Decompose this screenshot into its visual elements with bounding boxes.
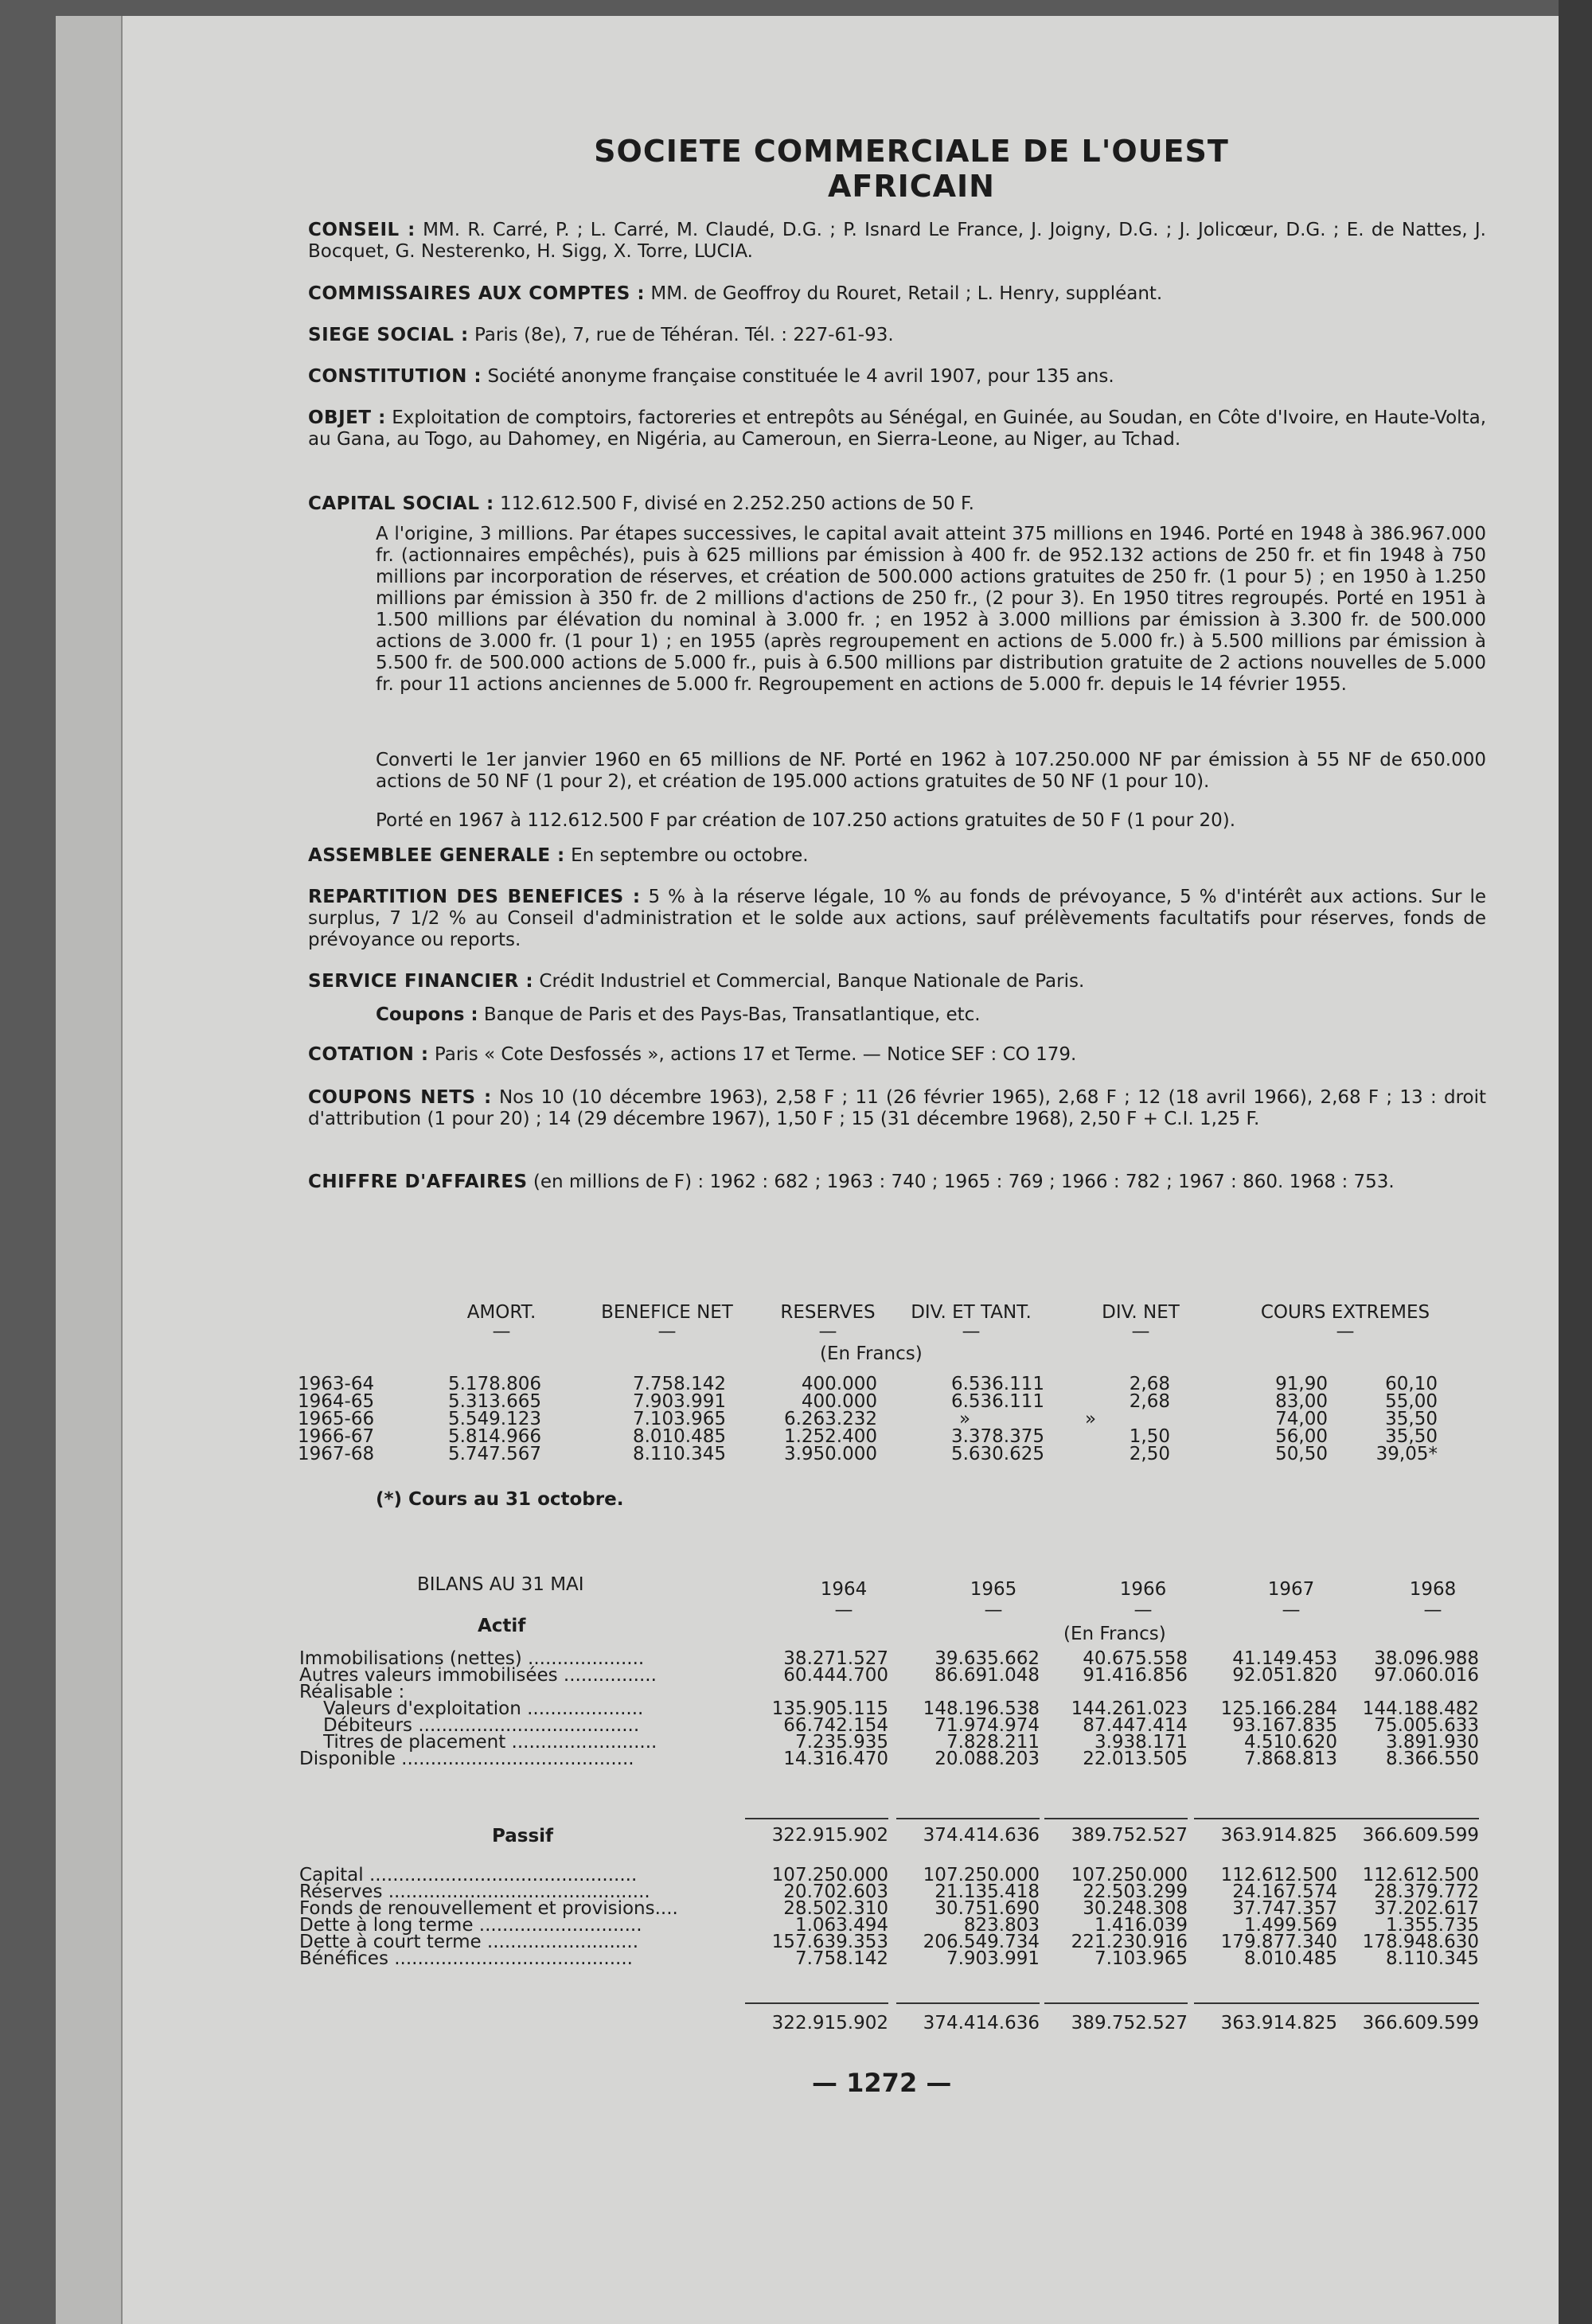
results-cell: 35,50: [1385, 1409, 1438, 1429]
actif-row-label: Autres valeurs immobilisées ................: [299, 1666, 657, 1685]
repartition-label: REPARTITION DES BENEFICES :: [308, 887, 641, 907]
actif-cell: 38.096.988: [1374, 1648, 1479, 1669]
passif-cell: 20.702.603: [783, 1881, 888, 1902]
results-cell: 3.378.375: [950, 1426, 1044, 1447]
results-cell: 8.110.345: [632, 1444, 726, 1464]
actif-cell: 144.261.023: [1071, 1698, 1188, 1719]
results-cell: 55,00: [1385, 1391, 1438, 1412]
objet-label: OBJET :: [308, 407, 386, 428]
results-col-underline: —: [1336, 1321, 1355, 1342]
passif-total-cell: 374.414.636: [923, 2013, 1040, 2034]
results-cell: 400.000: [801, 1391, 877, 1412]
passif-total-cell: 322.915.902: [771, 2013, 888, 2034]
results-cell: 50,50: [1275, 1444, 1328, 1464]
cotation-label: COTATION :: [308, 1044, 429, 1065]
passif-cell: 8.010.485: [1243, 1948, 1337, 1969]
results-cell: 6.536.111: [950, 1374, 1044, 1394]
actif-total-cell: 363.914.825: [1220, 1825, 1337, 1846]
actif-total-cell: 374.414.636: [923, 1825, 1040, 1846]
actif-total-rule: [1194, 1818, 1337, 1819]
actif-cell: 60.444.700: [783, 1665, 888, 1686]
passif-cell: 30.248.308: [1083, 1898, 1188, 1919]
passif-cell: 30.751.690: [935, 1898, 1040, 1919]
conseil-label: CONSEIL :: [308, 220, 416, 240]
facing-page-edge: [1559, 0, 1592, 2324]
passif-total-rule: [1194, 2002, 1337, 2004]
actif-cell: 7.828.211: [946, 1732, 1040, 1753]
actif-row-label: Titres de placement .........................: [323, 1733, 657, 1752]
actif-cell: 75.005.633: [1374, 1715, 1479, 1736]
results-col-underline: —: [962, 1321, 981, 1342]
commissaires-label: COMMISSAIRES AUX COMPTES :: [308, 283, 646, 304]
actif-cell: 22.013.505: [1083, 1749, 1188, 1769]
results-cell: 5.814.966: [447, 1426, 541, 1447]
capital-text: 112.612.500 F, divisé en 2.252.250 actions de 50 F.: [500, 493, 974, 514]
passif-total-rule: [745, 2002, 888, 2004]
passif-cell: 7.103.965: [1094, 1948, 1188, 1969]
passif-heading: Passif: [492, 1826, 554, 1846]
passif-cell: 1.355.735: [1385, 1915, 1479, 1936]
results-row-year: 1967-68: [298, 1444, 375, 1464]
results-row-year: 1963-64: [298, 1374, 375, 1394]
bilans-unit: (En Francs): [1063, 1624, 1166, 1644]
bilans-year-header: 1967: [1267, 1579, 1315, 1600]
actif-row-label: Valeurs d'exploitation ....................: [323, 1699, 644, 1718]
passif-cell: 1.063.494: [794, 1915, 888, 1936]
bilans-title: BILANS AU 31 MAI: [417, 1574, 584, 1595]
results-cell: 39,05*: [1375, 1444, 1438, 1464]
page-number: — 1272 —: [812, 2068, 952, 2098]
passif-total-rule: [1044, 2002, 1188, 2004]
passif-total-cell: 363.914.825: [1220, 2013, 1337, 2034]
section-conseil: [308, 220, 1486, 263]
actif-total-rule: [1336, 1818, 1479, 1819]
passif-cell: 107.250.000: [923, 1865, 1040, 1885]
actif-cell: 92.051.820: [1232, 1665, 1337, 1686]
passif-cell: 112.612.500: [1220, 1865, 1337, 1885]
results-col-underline: —: [818, 1321, 837, 1342]
section-coupons-nets: [308, 1087, 1486, 1130]
results-col-underline: —: [657, 1321, 677, 1342]
results-cell: 7.103.965: [632, 1409, 726, 1429]
assemblee-text: En septembre ou octobre.: [571, 845, 809, 866]
actif-cell: 71.974.974: [935, 1715, 1040, 1736]
service-coupons: [376, 1004, 1486, 1026]
results-cell: 7.903.991: [632, 1391, 726, 1412]
actif-cell: 3.891.930: [1385, 1732, 1479, 1753]
passif-row-label: Dette à court terme ..........................: [299, 1932, 639, 1952]
coupons-nets-label: COUPONS NETS :: [308, 1087, 492, 1108]
page: [56, 16, 1559, 2324]
section-service-financier: [308, 971, 1486, 992]
results-col-header: AMORT.: [466, 1302, 537, 1323]
passif-row-label: Dette à long terme ............................: [299, 1916, 642, 1935]
actif-cell: 40.675.558: [1083, 1648, 1188, 1669]
results-col-header: DIV. ET TANT.: [911, 1302, 1032, 1323]
passif-cell: 28.502.310: [783, 1898, 888, 1919]
actif-total-rule: [896, 1818, 1040, 1819]
commissaires-text: MM. de Geoffroy du Rouret, Retail ; L. Henry, suppléant.: [650, 283, 1163, 304]
section-cotation: [308, 1044, 1486, 1066]
passif-cell: 24.167.574: [1232, 1881, 1337, 1902]
passif-cell: 178.948.630: [1362, 1932, 1479, 1952]
section-capital: [308, 493, 1486, 515]
passif-cell: 107.250.000: [771, 1865, 888, 1885]
passif-row-label: Bénéfices .........................................: [299, 1949, 633, 1968]
results-cell: 5.549.123: [447, 1409, 541, 1429]
results-col-header: RESERVES: [780, 1302, 876, 1323]
actif-total-cell: 322.915.902: [771, 1825, 888, 1846]
results-cell: 2,50: [1129, 1444, 1170, 1464]
passif-total-cell: 389.752.527: [1071, 2013, 1188, 2034]
page-stack-edge: [97, 16, 113, 2324]
bilans-year-underline: —: [1134, 1600, 1153, 1620]
section-assemblee: [308, 845, 1486, 867]
capital-history-1: A l'origine, 3 millions. Par étapes successives, le capital avait atteint 375 millions en 1946. Porté en 1948 à 386.967.000 fr. (actionnaires empêchés), puis à 625 millions par émission à 400 fr. de 952.132 actions de 250 fr. et fin 1948 à 750 millions par incorporation de réserves, et création de 500.000 actions gratuites de 250 fr. (1 pour 5) ; en 1950 à 1.250 millions par émission à 350 fr. de 2 millions d'actions de 250 fr., (2 pour 3). En 1950 titres regroupés. Porté en 1951 à 1.500 millions par élévation du nominal à 3.000 fr. ; en 1952 à 3.000 millions par émission à 3.300 fr. de 500.000 actions de 3.000 fr. (1 pour 1) ; en 1955 (après regroupement en actions de 5.000 fr.) à 5.500 millions par émission à 5.500 fr. de 500.000 actions de 5.000 fr., puis à 6.500 millions par distribution gratuite de 2 actions nouvelles de 5.000 fr. pour 11 actions anciennes de 5.000 fr. Regroupement en actions de 5.000 fr. depuis le 14 février 1955.: [376, 524, 1486, 695]
passif-cell: 22.503.299: [1083, 1881, 1188, 1902]
results-row-year: 1966-67: [298, 1426, 375, 1447]
actif-cell: 3.938.171: [1094, 1732, 1188, 1753]
results-col-underline: —: [492, 1321, 511, 1342]
passif-row-label: Fonds de renouvellement et provisions....: [299, 1899, 678, 1918]
actif-cell: 8.366.550: [1385, 1749, 1479, 1769]
bilans-year-header: 1968: [1409, 1579, 1457, 1600]
coupons-text: Banque de Paris et des Pays-Bas, Transatlantique, etc.: [483, 1004, 981, 1025]
page-title: SOCIETE COMMERCIALE DE L'OUEST AFRICAIN: [594, 134, 1229, 204]
actif-cell: 39.635.662: [935, 1648, 1040, 1669]
actif-total-rule: [1044, 1818, 1188, 1819]
page-stack-edge: [80, 16, 99, 2324]
actif-cell: 91.416.856: [1083, 1665, 1188, 1686]
passif-cell: 28.379.772: [1374, 1881, 1479, 1902]
actif-row-label: Immobilisations (nettes) ....................: [299, 1649, 645, 1668]
actif-total-cell: 389.752.527: [1071, 1825, 1188, 1846]
results-unit: (En Francs): [820, 1343, 923, 1364]
actif-cell: 135.905.115: [771, 1698, 888, 1719]
passif-total-rule: [896, 2002, 1040, 2004]
actif-cell: 97.060.016: [1374, 1665, 1479, 1686]
actif-cell: 93.167.835: [1232, 1715, 1337, 1736]
actif-cell: 4.510.620: [1243, 1732, 1337, 1753]
passif-cell: 823.803: [963, 1915, 1040, 1936]
results-cell: 5.313.665: [447, 1391, 541, 1412]
passif-row-label: Capital ..............................................: [299, 1866, 638, 1885]
results-cell: 74,00: [1275, 1409, 1328, 1429]
passif-cell: 206.549.734: [923, 1932, 1040, 1952]
results-cell: 6.536.111: [950, 1391, 1044, 1412]
section-repartition: [308, 887, 1486, 951]
passif-cell: 37.747.357: [1232, 1898, 1337, 1919]
passif-row-label: Réserves .............................................: [299, 1882, 650, 1901]
conseil-text: MM. R. Carré, P. ; L. Carré, M. Claudé, D.G. ; P. Isnard Le France, J. Joigny, D.G. ; J. Jolicœur, D.G. ; E. de Nattes, J. Bocquet, G. Nesterenko, H. Sigg, X. Torre, LUCIA.: [308, 220, 1486, 262]
results-col-header: BENEFICE NET: [601, 1302, 733, 1323]
results-row-year: 1965-66: [298, 1409, 375, 1429]
page-stack-edge: [111, 16, 123, 2324]
actif-total-rule: [745, 1818, 888, 1819]
passif-cell: 112.612.500: [1362, 1865, 1479, 1885]
results-cell: 6.263.232: [783, 1409, 877, 1429]
passif-cell: 37.202.617: [1374, 1898, 1479, 1919]
actif-cell: 7.868.813: [1243, 1749, 1337, 1769]
capital-history-3: Porté en 1967 à 112.612.500 F par création de 107.250 actions gratuites de 50 F (1 pour 20).: [376, 810, 1236, 831]
siege-label: SIEGE SOCIAL :: [308, 325, 469, 345]
actif-cell: 7.235.935: [794, 1732, 888, 1753]
actif-cell: 125.166.284: [1220, 1698, 1337, 1719]
results-cell: 2,68: [1129, 1391, 1170, 1412]
passif-cell: 107.250.000: [1071, 1865, 1188, 1885]
results-cell: 83,00: [1275, 1391, 1328, 1412]
actif-cell: 144.188.482: [1362, 1698, 1479, 1719]
results-cell: 60,10: [1385, 1374, 1438, 1394]
capital-label: CAPITAL SOCIAL :: [308, 493, 494, 514]
passif-cell: 8.110.345: [1385, 1948, 1479, 1969]
passif-total-rule: [1336, 2002, 1479, 2004]
actif-cell: 41.149.453: [1232, 1648, 1337, 1669]
cotation-text: Paris « Cote Desfossés », actions 17 et Terme. — Notice SEF : CO 179.: [434, 1044, 1077, 1065]
results-cell: 7.758.142: [632, 1374, 726, 1394]
section-siege: [308, 325, 1486, 346]
service-text: Crédit Industriel et Commercial, Banque Nationale de Paris.: [539, 971, 1085, 992]
passif-cell: 1.416.039: [1094, 1915, 1188, 1936]
results-cell: 56,00: [1275, 1426, 1328, 1447]
results-cell: »: [958, 1409, 971, 1429]
results-cell: 400.000: [801, 1374, 877, 1394]
constitution-text: Société anonyme française constituée le 4 avril 1907, pour 135 ans.: [487, 366, 1114, 387]
capital-history-2: Converti le 1er janvier 1960 en 65 millions de NF. Porté en 1962 à 107.250.000 NF par émission à 55 NF de 650.000 actions de 50 NF (1 pour 2), et création de 195.000 actions gratuites de 50 NF (1 pour 10).: [376, 750, 1486, 792]
results-cell: 8.010.485: [632, 1426, 726, 1447]
passif-cell: 157.639.353: [771, 1932, 888, 1952]
passif-cell: 7.758.142: [794, 1948, 888, 1969]
actif-cell: 20.088.203: [935, 1749, 1040, 1769]
actif-cell: 86.691.048: [935, 1665, 1040, 1686]
repartition-text: 5 % à la réserve légale, 10 % au fonds de prévoyance, 5 % d'intérêt aux actions. Sur le surplus, 7 1/2 % au Conseil d'administration et le solde aux actions, sauf prélèvements facultatifs pour réserves, fonds de prévoyance ou reports.: [308, 887, 1487, 950]
results-note: (*) Cours au 31 octobre.: [376, 1489, 624, 1510]
actif-heading: Actif: [478, 1616, 526, 1636]
actif-cell: 66.742.154: [783, 1715, 888, 1736]
assemblee-label: ASSEMBLEE GENERALE :: [308, 845, 565, 866]
actif-row-label: Réalisable :: [299, 1683, 405, 1702]
actif-row-label: Disponible ........................................: [299, 1749, 634, 1768]
siege-text: Paris (8e), 7, rue de Téhéran. Tél. : 227-61-93.: [474, 325, 894, 345]
results-col-header: COURS EXTREMES: [1260, 1302, 1430, 1323]
actif-total-cell: 366.609.599: [1362, 1825, 1479, 1846]
section-commissaires: [308, 283, 1486, 305]
results-cell: 3.950.000: [783, 1444, 877, 1464]
coupons-label: Coupons :: [376, 1004, 478, 1025]
results-cell: 1,50: [1129, 1426, 1170, 1447]
actif-cell: 87.447.414: [1083, 1715, 1188, 1736]
bilans-year-header: 1964: [820, 1579, 868, 1600]
passif-cell: 21.135.418: [935, 1881, 1040, 1902]
results-cell: 5.747.567: [447, 1444, 541, 1464]
bilans-year-underline: —: [834, 1600, 853, 1620]
actif-cell: 38.271.527: [783, 1648, 888, 1669]
results-cell: 5.178.806: [447, 1374, 541, 1394]
results-cell: 5.630.625: [950, 1444, 1044, 1464]
results-row-year: 1964-65: [298, 1391, 375, 1412]
chiffre-label: CHIFFRE D'AFFAIRES: [308, 1172, 528, 1192]
results-cell: 91,90: [1275, 1374, 1328, 1394]
passif-cell: 7.903.991: [946, 1948, 1040, 1969]
bilans-year-underline: —: [984, 1600, 1003, 1620]
results-cell: 35,50: [1385, 1426, 1438, 1447]
results-cell: 2,68: [1129, 1374, 1170, 1394]
section-objet: [308, 407, 1486, 450]
actif-cell: 14.316.470: [783, 1749, 888, 1769]
actif-cell: 148.196.538: [923, 1698, 1040, 1719]
passif-cell: 1.499.569: [1243, 1915, 1337, 1936]
actif-row-label: Débiteurs ......................................: [323, 1716, 640, 1735]
results-cell: »: [1084, 1409, 1097, 1429]
results-cell: 1.252.400: [783, 1426, 877, 1447]
page-stack-edge: [56, 16, 81, 2324]
service-label: SERVICE FINANCIER :: [308, 971, 534, 992]
passif-cell: 179.877.340: [1220, 1932, 1337, 1952]
bilans-year-header: 1966: [1119, 1579, 1167, 1600]
results-col-underline: —: [1131, 1321, 1150, 1342]
passif-total-cell: 366.609.599: [1362, 2013, 1479, 2034]
chiffre-text: (en millions de F) : 1962 : 682 ; 1963 : 740 ; 1965 : 769 ; 1966 : 782 ; 1967 : 860. 1968 : 753.: [533, 1172, 1395, 1192]
passif-cell: 221.230.916: [1071, 1932, 1188, 1952]
section-constitution: [308, 366, 1486, 388]
bilans-year-underline: —: [1282, 1600, 1301, 1620]
bilans-year-underline: —: [1423, 1600, 1442, 1620]
results-col-header: DIV. NET: [1102, 1302, 1180, 1323]
coupons-nets-text: Nos 10 (10 décembre 1963), 2,58 F ; 11 (26 février 1965), 2,68 F ; 12 (18 avril 1966), 2,68 F ; 13 : droit d'attribution (1 pour 20) ; 14 (29 décembre 1967), 1,50 F ; 15 (31 décembre 1968), 2,50 F + C.I. 1,25 F.: [308, 1087, 1486, 1129]
objet-text: Exploitation de comptoirs, factoreries et entrepôts au Sénégal, en Guinée, au Soudan, en Côte d'Ivoire, en Haute-Volta, au Gana, au Togo, au Dahomey, en Nigéria, au Cameroun, en Sierra-Leone, au Niger, au Tchad.: [308, 407, 1487, 450]
bilans-year-header: 1965: [970, 1579, 1017, 1600]
section-chiffre-affaires: [308, 1172, 1486, 1193]
constitution-label: CONSTITUTION :: [308, 366, 482, 387]
